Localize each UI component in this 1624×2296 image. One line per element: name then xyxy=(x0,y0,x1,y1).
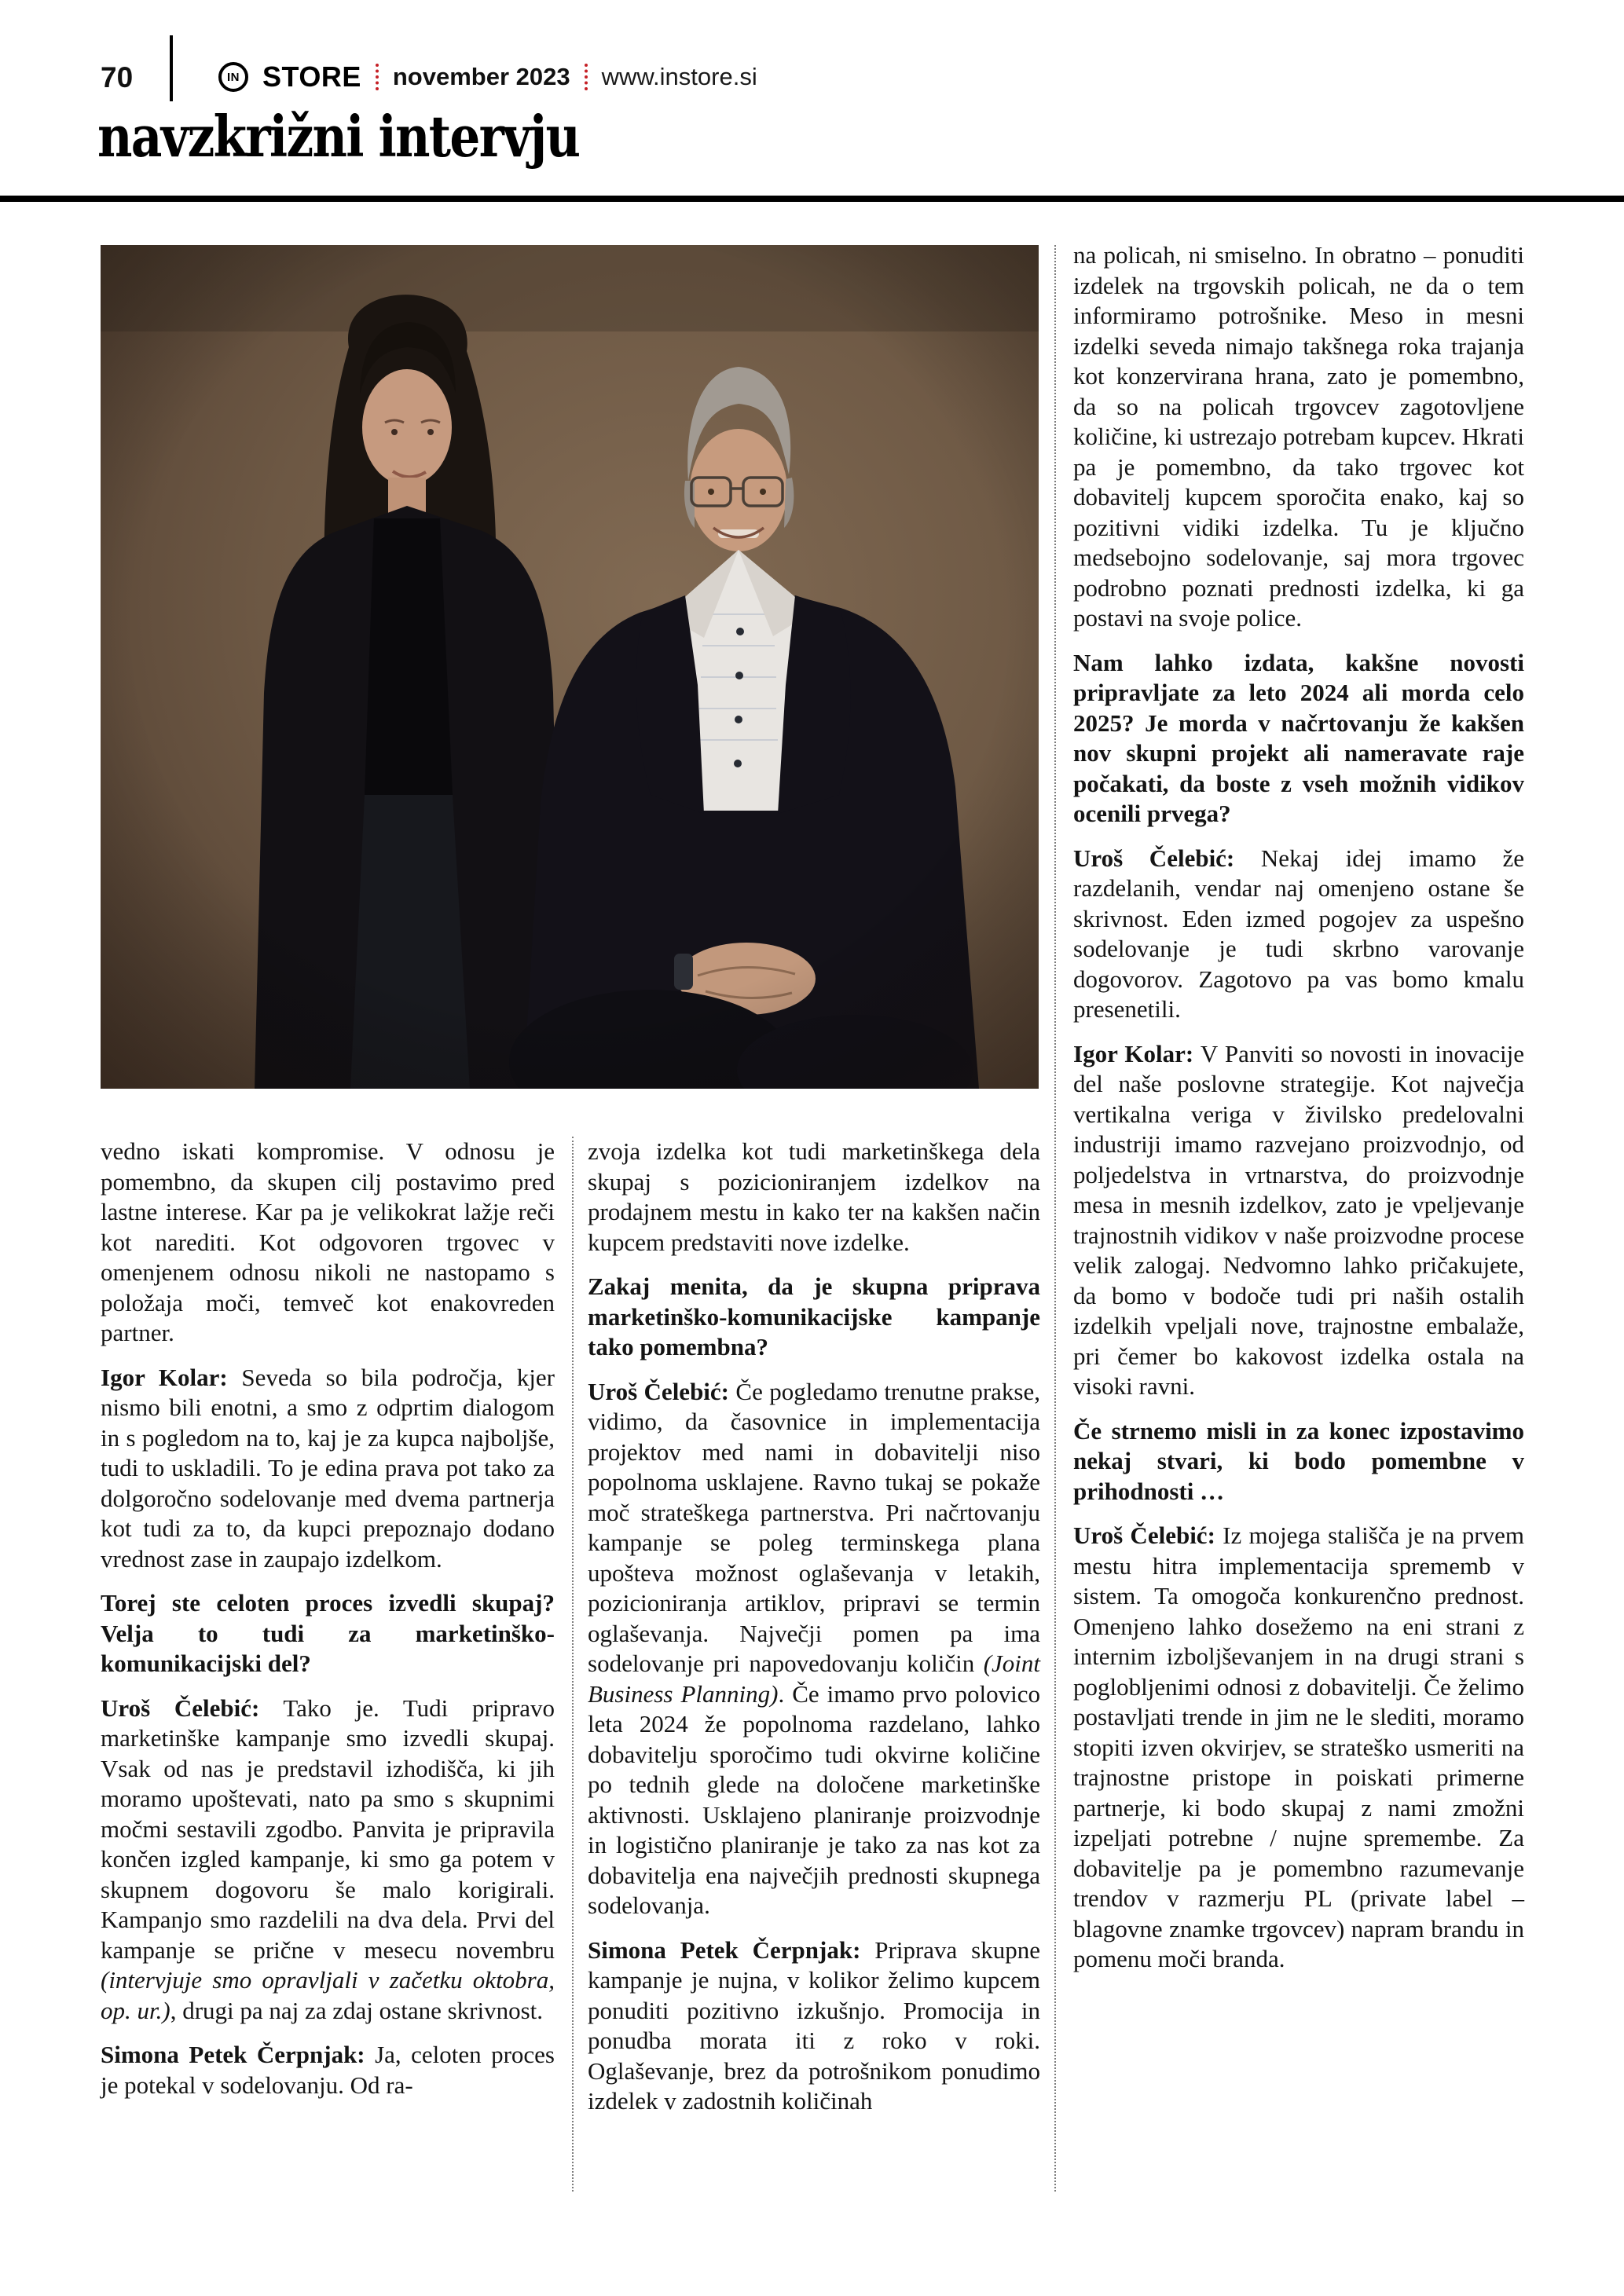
paragraph xyxy=(1073,844,1524,1025)
interview-question xyxy=(1073,1416,1524,1507)
paragraph xyxy=(1073,1521,1524,1975)
question-text: Če strnemo misli in za konec izpostavimo nekaj stvari, ki bodo pomembne v prihodnosti … xyxy=(1073,1416,1524,1505)
text-column-middle xyxy=(588,1137,1040,2131)
interview-photo xyxy=(101,245,1039,1089)
section-title: navzkrižni intervju xyxy=(97,103,580,170)
speaker-name: Uroš Čelebić: xyxy=(588,1377,730,1405)
interview-question xyxy=(101,1588,555,1679)
speaker-name: Uroš Čelebić: xyxy=(101,1694,260,1722)
paragraph xyxy=(588,1137,1040,1258)
paragraph xyxy=(101,1694,555,2027)
red-dotted-separator-icon xyxy=(585,64,588,90)
question-text: Torej ste celoten proces izvedli skupaj? Velja to tudi za marketinško-komunikacijski del? xyxy=(101,1589,555,1677)
title-rule xyxy=(0,196,1624,202)
paragraph-text: Če pogledamo trenutne prakse, vidimo, da časovnice in implementacija projektov med nami in dobavitelji niso popolnoma usklajene. Ravno tukaj se pokaže moč strateškega partnerstva. Pri načrtovanju kampanje se poleg terminskega plana upošteva možnost oglaševanja v letakih, pozicioniranja artiklov, pripravi se termin oglaševanja. Največji pomen pa ima sodelovanje pri napovedovanju količin xyxy=(588,1377,1041,1677)
editorial-note-italic: (intervjuje smo opravljali v začetku oktobra, op. ur.) xyxy=(101,1966,555,2024)
term-italic: (Joint Business Planning) xyxy=(588,1650,1040,1708)
speaker-name: Simona Petek Čerpnjak: xyxy=(101,2041,365,2068)
website-url: www.instore.si xyxy=(601,63,757,90)
paragraph-text: Nekaj idej imamo že razdelanih, vendar naj omenjeno ostane še skrivnost. Eden izmed pogojev za uspešno sodelovanje je tudi skrbno varovanje dogovorov. Zagotovo pa vas bomo kmalu presenetili. xyxy=(1073,844,1524,1023)
interview-question xyxy=(1073,648,1524,829)
instore-logo-icon: IN xyxy=(218,62,248,92)
paragraph-text: vedno iskati kompromise. V odnosu je pomembno, da skupen cilj postavimo pred lastne interese. Kar pa je velikokrat lažje reči kot narediti. Kot odgovoren trgovec v omenjenem odnosu nikoli ne nastopamo s položaja moči, temveč kot enakovreden partner. xyxy=(101,1137,555,1346)
interview-question xyxy=(588,1272,1040,1363)
paragraph-text: Ja, celoten proces je potekal v sodelovanju. Od ra- xyxy=(101,2041,555,2099)
text-column-left xyxy=(101,1137,555,2115)
speaker-name: Uroš Čelebić: xyxy=(1073,844,1235,872)
column-divider-dotted xyxy=(572,1137,574,2192)
column-divider-dotted xyxy=(1054,245,1056,2192)
masthead xyxy=(218,58,757,96)
paragraph-text: , drugi pa naj za zdaj ostane skrivnost. xyxy=(170,1996,544,2024)
paragraph xyxy=(588,1377,1040,1921)
paragraph-text: na policah, ni smiselno. In obratno – ponuditi izdelek na trgovskih policah, ne da o tem informiramo potrošnike. Meso in mesni izdelki seveda nimajo takšnega roka trajanja kot konzervirana hrana, zato je pomembno, da so na policah trgovcev zagotovljene količine, ki ustrezajo potrebam kupcev. Hkrati pa je pomembno, da tako trgovec kot dobavitelj kupcem sporočita enako, kaj so pozitivni vidiki izdelka. Tu je ključno medsebojno sodelovanje, saj mora trgovec podrobno poznati prednosti izdelka, ki ga postavi na svoje police. xyxy=(1073,241,1524,632)
paragraph xyxy=(1073,1039,1524,1402)
speaker-name: Igor Kolar: xyxy=(1073,1039,1194,1067)
speaker-name: Igor Kolar: xyxy=(101,1363,228,1391)
paragraph-text: Tako je. Tudi pripravo marketinške kampanje smo izvedli skupaj. Vsak od nas je predstavil izhodišča, ki jih moramo upoštevati, nato pa smo s skupnimi močmi sestavili zgodbo. Panvita je pripravila končen izgled kampanje, ki smo ga potem v skupnem dogovoru še malo korigirali. Kampanjo smo razdelili na dva dela. Prvi del kampanje se prične v mesecu novembru xyxy=(101,1694,555,1964)
paragraph-text: Iz mojega stališča je na prvem mestu hitra implementacija sprememb v sistem. Ta omogoča konkurenčno prednost. Omenjeno lahko dosežemo na eni strani z internim izboljševanjem in na drugi strani s poglobljenimi odnosi z dobavitelji. Če želimo postavljati trende in jim ne le slediti, moramo stopiti izven okvirjev, se strateško usmeriti na trajnostne pristope in poiskati primerne partnerje, ki bodo skupaj z nami zmožni izpeljati potrebne / nujne spremembe. Za dobavitelje pa je pomembno razumevanje trendov v razmerju PL (private label – blagovne znamke trgovcev) napram brandu in pomenu moči branda. xyxy=(1073,1522,1524,1972)
paragraph-text: zvoja izdelka kot tudi marketinškega dela skupaj s pozicioniranjem izdelkov na prodajnem mestu in kako ter na kakšen način kupcem predstaviti nove izdelke. xyxy=(588,1137,1040,1256)
paragraph xyxy=(588,1935,1040,2117)
paragraph xyxy=(1073,240,1524,634)
paragraph-text: . Če imamo prvo polovico leta 2024 že popolnoma razdelano, lahko dobavitelju sporočimo tudi okvirne količine po tednih glede na določene marketinške aktivnosti. Usklajeno planiranje proizvodnje in logistično planiranje je tako za nas kot za dobavitelja ena največjih prednosti skupnega sodelovanja. xyxy=(588,1679,1040,1919)
instore-logo-wordmark: STORE xyxy=(262,60,361,93)
speaker-name: Uroš Čelebić: xyxy=(1073,1522,1215,1549)
page-number: 70 xyxy=(101,61,134,93)
paragraph-text: Seveda so bila področja, kjer nismo bili enotni, a smo z odprtim dialogom in s pogledom na to, kaj je za kupca najboljše, tudi to uskladili. To je edina prava pot tako za dolgoročno sodelovanje med dvema partnerja kot tudi za to, da kupci prepoznajo dodano vrednost zase in zaupajo izdelkom. xyxy=(101,1363,555,1573)
header-divider-line xyxy=(170,35,173,101)
paragraph-text: Priprava skupne kampanje je nujna, v kolikor želimo kupcem ponuditi pozitivno izkušnjo. Promocija in ponudba morata iti z roko v roki. Oglaševanje, brez da potrošnikom ponudimo izdelek v zadostnih količinah xyxy=(588,1935,1040,2115)
paragraph xyxy=(101,1137,555,1349)
paragraph-text: V Panviti so novosti in inovacije del naše poslovne strategije. Kot največja vertikalna veriga v živilsko predelovalni industriji imamo razvejano proizvodnjo, od poljedelstva in vrtnarstva, do proizvodnje mesa in mesnih izdelkov, zato je vpeljevanje trajnostnih vidikov v naše proizvodne procese velik zalogaj. Nedvomno lahko pričakujete, da bomo v bodoče tudi pri naših ostalih izdelkih vpeljali nove, trajnostne embalaže, pri čemer bo kakovost izdelka ostala na visoki ravni. xyxy=(1073,1039,1524,1400)
red-dotted-separator-icon xyxy=(376,64,379,90)
text-column-right xyxy=(1073,240,1524,1989)
paragraph xyxy=(101,2040,555,2100)
issue-date: november 2023 xyxy=(392,63,570,90)
paragraph xyxy=(101,1363,555,1575)
question-text: Nam lahko izdata, kakšne novosti pripravljate za leto 2024 ali morda celo 2025? Je morda v načrtovanju že kakšen nov skupni projekt ali nameravate raje počakati, da boste z vseh možnih vidikov ocenili prvega? xyxy=(1073,648,1524,827)
question-text: Zakaj menita, da je skupna priprava marketinško-komunikacijske kampanje tako pomembna? xyxy=(588,1273,1040,1360)
speaker-name: Simona Petek Čerpnjak: xyxy=(588,1935,861,1964)
